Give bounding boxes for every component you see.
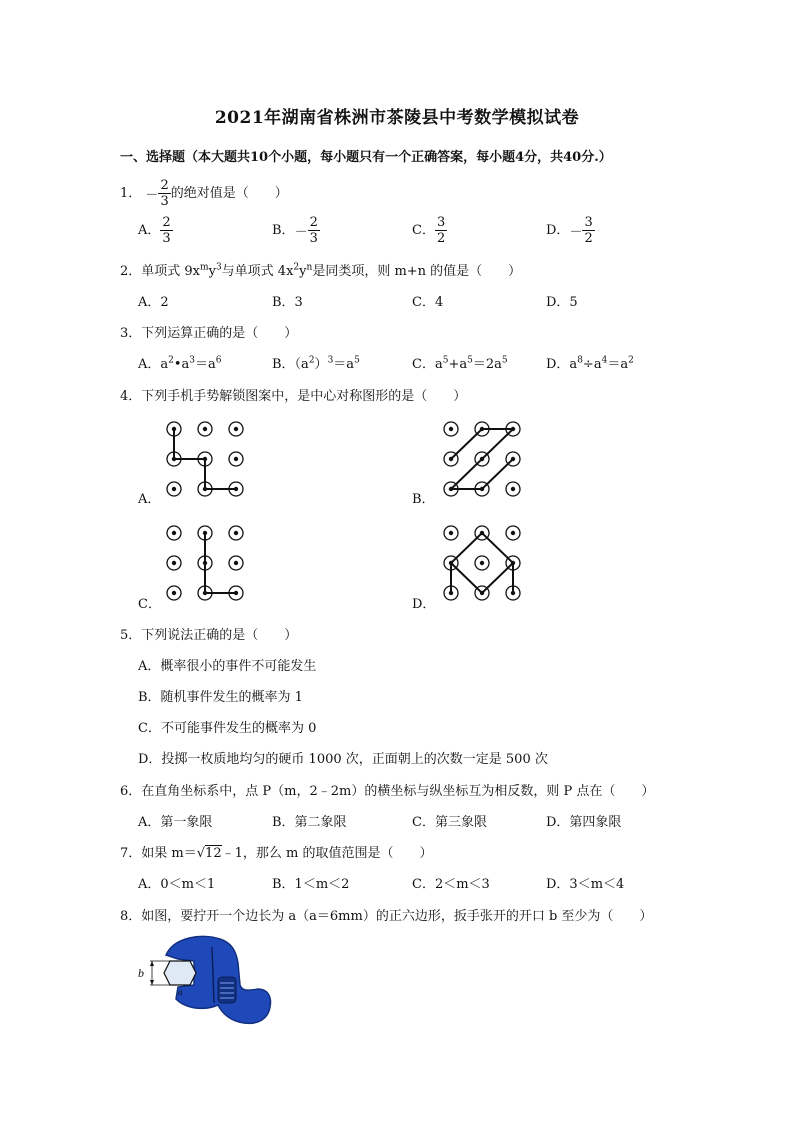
question-7 <box>120 842 432 861</box>
option-b: B．随机事件发生的概率为 1 <box>138 690 303 705</box>
option-a <box>138 215 173 246</box>
expr: ＝a <box>195 357 216 372</box>
question-text: 是同类项，则 m+n 的值是（ ） <box>312 264 522 279</box>
exponent: 6 <box>215 355 222 366</box>
question-text: 单项式 9x <box>141 264 201 279</box>
option-a: A．第一象限 <box>138 815 213 830</box>
fraction <box>158 178 170 209</box>
fraction <box>582 215 594 246</box>
expr: C．a <box>412 357 443 372</box>
minus-sign: － <box>569 225 583 240</box>
question-text: 的绝对值是（ ） <box>170 186 288 201</box>
numerator: 2 <box>160 178 169 193</box>
numerator: 3 <box>436 215 446 230</box>
exponent: 4 <box>601 355 608 366</box>
denominator: 3 <box>162 231 171 246</box>
exponent: 2 <box>308 355 315 366</box>
option-a: A．2 <box>138 295 169 310</box>
expr: D．a <box>546 357 578 372</box>
option-c <box>412 353 508 372</box>
question-text: 下列运算正确的是（ ） <box>141 326 298 341</box>
question-number: 3． <box>120 326 142 341</box>
denominator: 3 <box>160 194 169 209</box>
option-d: D．5 <box>546 295 578 310</box>
minus-sign: － <box>145 188 159 203</box>
question-4 <box>120 385 466 404</box>
dimension-a-label: a <box>178 987 183 997</box>
option-a: A．概率很小的事件不可能发生 <box>138 659 317 674</box>
exponent: n <box>306 262 313 273</box>
option-c: C．2＜m＜3 <box>412 877 490 892</box>
option-label: B． <box>272 223 295 238</box>
question-number: 7． <box>120 846 142 861</box>
expr: A．a <box>138 357 169 372</box>
option-label: D． <box>546 223 570 238</box>
unlock-pattern-c <box>160 522 250 608</box>
option-b: B．3 <box>272 295 303 310</box>
option-b: B．第二象限 <box>272 815 347 830</box>
numerator: 3 <box>584 215 593 230</box>
option-b <box>272 215 320 246</box>
question-text: ﹣1，那么 m 的取值范围是（ ） <box>221 846 433 861</box>
expr: B．（a <box>272 357 309 372</box>
expr: ＝a <box>607 357 629 372</box>
exponent: 2 <box>628 355 634 366</box>
question-8 <box>120 905 652 924</box>
question-3 <box>120 322 297 341</box>
option-d <box>546 215 595 246</box>
expr: ＝a <box>333 357 355 372</box>
numerator: 2 <box>162 215 171 230</box>
exponent: 5 <box>442 355 449 366</box>
exponent: 2 <box>293 262 300 273</box>
dimension-b-label: b <box>138 966 144 980</box>
question-text: y <box>299 264 307 279</box>
option-a: A．0＜m＜1 <box>138 877 216 892</box>
option-a <box>138 353 222 372</box>
expr: ） <box>314 357 328 372</box>
option-b-label: B． <box>412 492 435 507</box>
expr: ÷a <box>582 357 602 372</box>
option-b <box>272 353 360 372</box>
question-text: 如图，要拧开一个边长为 a（a＝6mm）的正六边形，扳手张开的开口 b 至少为（ ） <box>141 909 653 924</box>
option-c-label: C． <box>138 597 161 612</box>
exponent: 3 <box>327 355 334 366</box>
option-b: B．1＜m＜2 <box>272 877 350 892</box>
fraction <box>435 215 447 246</box>
option-d: D．3＜m＜4 <box>546 877 625 892</box>
unlock-pattern-d <box>437 522 527 608</box>
hexagon-nut <box>164 961 196 985</box>
sqrt-sign: √ <box>196 846 206 861</box>
exponent: m <box>200 262 209 273</box>
exponent: 5 <box>467 355 473 366</box>
expr: ＝2a <box>472 357 502 372</box>
option-d <box>546 353 634 372</box>
minus-sign: － <box>294 225 308 240</box>
exponent: 3 <box>215 262 222 273</box>
option-d: D．第四象限 <box>546 815 622 830</box>
question-6 <box>120 780 654 799</box>
option-c <box>412 215 447 246</box>
exponent: 2 <box>168 355 174 366</box>
option-c: C．第三象限 <box>412 815 487 830</box>
fraction <box>160 215 172 246</box>
expr: •a <box>173 357 190 372</box>
unlock-pattern-a <box>160 418 250 504</box>
question-number: 1． <box>120 186 142 201</box>
question-text: y <box>208 264 216 279</box>
question-text: 下列手机手势解锁图案中，是中心对称图形的是（ ） <box>141 389 467 404</box>
question-number: 2． <box>120 264 142 279</box>
option-a-label: A． <box>138 492 161 507</box>
option-label: A． <box>138 223 161 238</box>
fraction <box>308 215 320 246</box>
radicand: 12 <box>205 846 222 861</box>
question-number: 4． <box>120 389 142 404</box>
denominator: 2 <box>584 231 593 246</box>
page-title: 2021年湖南省株洲市茶陵县中考数学模拟试卷 <box>214 108 580 128</box>
section-heading: 一、选择题（本大题共10个小题，每小题只有一个正确答案，每小题4分，共40分.） <box>120 150 612 165</box>
wrench-screw <box>218 977 236 1003</box>
option-c: C．不可能事件发生的概率为 0 <box>138 721 317 736</box>
question-text: 在直角坐标系中，点 P（m，2﹣2m）的横坐标与纵坐标互为相反数，则 P 点在（ ） <box>141 784 655 799</box>
question-number: 8． <box>120 909 142 924</box>
question-text: 与单项式 4x <box>221 264 294 279</box>
option-d-label: D． <box>412 597 436 612</box>
exponent: 3 <box>189 355 196 366</box>
option-c: C．4 <box>412 295 444 310</box>
question-text: 如果 m＝ <box>141 846 197 861</box>
numerator: 2 <box>309 215 318 230</box>
exponent: 5 <box>501 355 508 366</box>
option-label: C． <box>412 223 435 238</box>
question-5 <box>120 624 297 643</box>
denominator: 2 <box>436 231 446 246</box>
wrench-figure <box>134 933 274 1027</box>
unlock-pattern-b <box>437 418 527 504</box>
question-number: 5． <box>120 628 142 643</box>
question-number: 6． <box>120 784 142 799</box>
question-2 <box>120 260 521 279</box>
exponent: 5 <box>354 355 360 366</box>
expr: +a <box>448 357 468 372</box>
exponent: 8 <box>577 355 583 366</box>
option-d: D．投掷一枚质地均匀的硬币 1000 次，正面朝上的次数一定是 500 次 <box>138 752 548 767</box>
denominator: 3 <box>309 231 318 246</box>
question-text: 下列说法正确的是（ ） <box>141 628 298 643</box>
question-1 <box>120 178 288 209</box>
